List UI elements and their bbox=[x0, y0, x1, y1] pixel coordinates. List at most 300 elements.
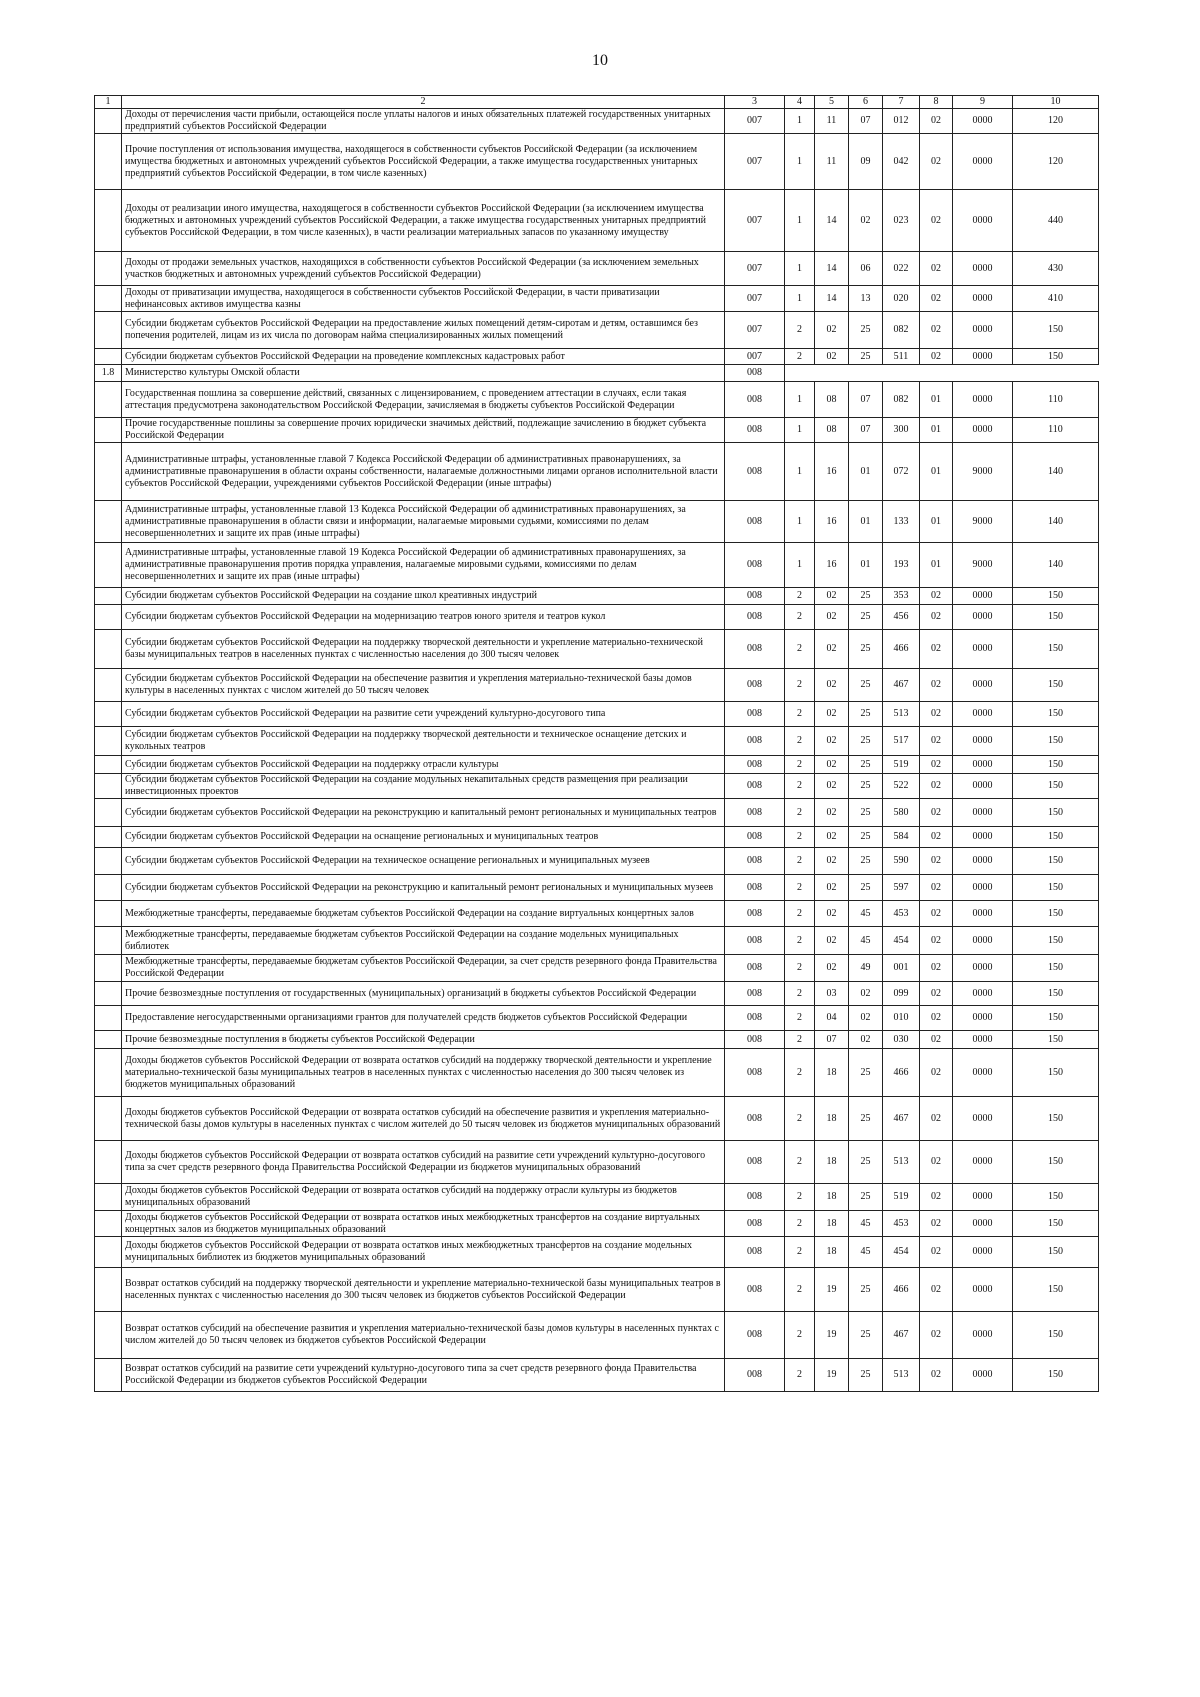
program-code-cell: 9000 bbox=[953, 443, 1013, 501]
row-number-cell bbox=[95, 1268, 122, 1312]
class-code-cell: 140 bbox=[1013, 501, 1099, 543]
table-row bbox=[95, 799, 1099, 827]
description-cell: Субсидии бюджетам субъектов Российской Федерации на модернизацию театров юного зрителя и театров кукол bbox=[122, 605, 725, 630]
subgroup-code-cell: 18 bbox=[815, 1097, 849, 1141]
program-code-cell: 0000 bbox=[953, 1359, 1013, 1392]
empty-cell bbox=[953, 365, 1013, 382]
row-number-cell bbox=[95, 1312, 122, 1359]
subgroup-code-cell: 08 bbox=[815, 382, 849, 418]
article-code-cell: 01 bbox=[849, 443, 883, 501]
element-code-cell: 02 bbox=[920, 1268, 953, 1312]
table-body bbox=[95, 109, 1099, 1392]
article-code-cell: 06 bbox=[849, 252, 883, 286]
table-row bbox=[95, 501, 1099, 543]
row-number-cell bbox=[95, 702, 122, 727]
column-header: 2 bbox=[122, 96, 725, 109]
admin-code-cell: 007 bbox=[725, 312, 785, 349]
article-code-cell: 25 bbox=[849, 702, 883, 727]
group-code-cell: 1 bbox=[785, 252, 815, 286]
admin-code-cell: 008 bbox=[725, 588, 785, 605]
group-code-cell: 2 bbox=[785, 827, 815, 848]
table-row bbox=[95, 382, 1099, 418]
element-code-cell: 02 bbox=[920, 605, 953, 630]
subarticle-code-cell: 466 bbox=[883, 1049, 920, 1097]
article-code-cell: 07 bbox=[849, 382, 883, 418]
element-code-cell: 02 bbox=[920, 1359, 953, 1392]
subarticle-code-cell: 042 bbox=[883, 134, 920, 190]
article-code-cell: 02 bbox=[849, 1006, 883, 1031]
column-header: 8 bbox=[920, 96, 953, 109]
row-number-cell bbox=[95, 286, 122, 312]
table-row bbox=[95, 901, 1099, 927]
subgroup-code-cell: 19 bbox=[815, 1268, 849, 1312]
program-code-cell: 0000 bbox=[953, 134, 1013, 190]
subarticle-code-cell: 467 bbox=[883, 1312, 920, 1359]
row-number-cell bbox=[95, 1049, 122, 1097]
subgroup-code-cell: 02 bbox=[815, 901, 849, 927]
row-number-cell bbox=[95, 1006, 122, 1031]
program-code-cell: 0000 bbox=[953, 630, 1013, 669]
element-code-cell: 02 bbox=[920, 1031, 953, 1049]
group-code-cell: 2 bbox=[785, 1049, 815, 1097]
class-code-cell: 150 bbox=[1013, 1268, 1099, 1312]
admin-code-cell: 008 bbox=[725, 669, 785, 702]
admin-code-cell: 008 bbox=[725, 927, 785, 955]
element-code-cell: 02 bbox=[920, 312, 953, 349]
subarticle-code-cell: 467 bbox=[883, 669, 920, 702]
program-code-cell: 0000 bbox=[953, 955, 1013, 982]
subgroup-code-cell: 04 bbox=[815, 1006, 849, 1031]
empty-cell bbox=[883, 365, 920, 382]
admin-code-cell: 008 bbox=[725, 799, 785, 827]
row-number-cell bbox=[95, 1211, 122, 1237]
group-code-cell: 2 bbox=[785, 702, 815, 727]
admin-code-cell: 008 bbox=[725, 702, 785, 727]
row-number-cell bbox=[95, 982, 122, 1006]
group-code-cell: 2 bbox=[785, 848, 815, 875]
table-row bbox=[95, 1184, 1099, 1211]
element-code-cell: 02 bbox=[920, 1237, 953, 1268]
subgroup-code-cell: 02 bbox=[815, 588, 849, 605]
description-cell: Межбюджетные трансферты, передаваемые бюджетам субъектов Российской Федерации на создание модельных муниципальных библиотек bbox=[122, 927, 725, 955]
program-code-cell: 0000 bbox=[953, 1031, 1013, 1049]
column-header: 3 bbox=[725, 96, 785, 109]
subarticle-code-cell: 133 bbox=[883, 501, 920, 543]
article-code-cell: 25 bbox=[849, 774, 883, 799]
program-code-cell: 0000 bbox=[953, 252, 1013, 286]
row-number-cell bbox=[95, 774, 122, 799]
class-code-cell: 150 bbox=[1013, 756, 1099, 774]
subgroup-code-cell: 02 bbox=[815, 312, 849, 349]
subarticle-code-cell: 584 bbox=[883, 827, 920, 848]
class-code-cell: 150 bbox=[1013, 875, 1099, 901]
group-code-cell: 2 bbox=[785, 1097, 815, 1141]
group-code-cell: 2 bbox=[785, 1141, 815, 1184]
row-number-cell bbox=[95, 727, 122, 756]
table-row bbox=[95, 1141, 1099, 1184]
class-code-cell: 150 bbox=[1013, 1359, 1099, 1392]
subarticle-code-cell: 012 bbox=[883, 109, 920, 134]
row-number-cell bbox=[95, 134, 122, 190]
class-code-cell: 150 bbox=[1013, 827, 1099, 848]
subgroup-code-cell: 02 bbox=[815, 799, 849, 827]
subarticle-code-cell: 300 bbox=[883, 418, 920, 443]
table-row bbox=[95, 418, 1099, 443]
subarticle-code-cell: 513 bbox=[883, 702, 920, 727]
group-code-cell: 2 bbox=[785, 349, 815, 365]
program-code-cell: 0000 bbox=[953, 1097, 1013, 1141]
class-code-cell: 150 bbox=[1013, 349, 1099, 365]
program-code-cell: 9000 bbox=[953, 501, 1013, 543]
subgroup-code-cell: 02 bbox=[815, 349, 849, 365]
table-row bbox=[95, 286, 1099, 312]
description-cell: Субсидии бюджетам субъектов Российской Федерации на реконструкцию и капитальный ремонт региональных и муниципальных музеев bbox=[122, 875, 725, 901]
program-code-cell: 0000 bbox=[953, 382, 1013, 418]
subarticle-code-cell: 456 bbox=[883, 605, 920, 630]
description-cell: Субсидии бюджетам субъектов Российской Федерации на создание школ креативных индустрий bbox=[122, 588, 725, 605]
description-cell: Прочие безвозмездные поступления в бюджеты субъектов Российской Федерации bbox=[122, 1031, 725, 1049]
description-cell: Субсидии бюджетам субъектов Российской Федерации на поддержку отрасли культуры bbox=[122, 756, 725, 774]
admin-code-cell: 008 bbox=[725, 1211, 785, 1237]
program-code-cell: 0000 bbox=[953, 1211, 1013, 1237]
program-code-cell: 0000 bbox=[953, 109, 1013, 134]
admin-code-cell: 008 bbox=[725, 1097, 785, 1141]
program-code-cell: 0000 bbox=[953, 848, 1013, 875]
class-code-cell: 150 bbox=[1013, 588, 1099, 605]
article-code-cell: 25 bbox=[849, 1049, 883, 1097]
admin-code-cell: 007 bbox=[725, 190, 785, 252]
row-number-cell bbox=[95, 848, 122, 875]
element-code-cell: 02 bbox=[920, 774, 953, 799]
element-code-cell: 02 bbox=[920, 252, 953, 286]
row-number-cell bbox=[95, 418, 122, 443]
element-code-cell: 01 bbox=[920, 543, 953, 588]
element-code-cell: 02 bbox=[920, 875, 953, 901]
table-row bbox=[95, 1268, 1099, 1312]
description-cell: Субсидии бюджетам субъектов Российской Федерации на проведение комплексных кадастровых работ bbox=[122, 349, 725, 365]
class-code-cell: 440 bbox=[1013, 190, 1099, 252]
description-cell: Доходы от перечисления части прибыли, остающейся после уплаты налогов и иных обязательных платежей государственных унитарных предприятий субъектов Российской Федерации bbox=[122, 109, 725, 134]
column-header: 10 bbox=[1013, 96, 1099, 109]
program-code-cell: 0000 bbox=[953, 927, 1013, 955]
program-code-cell: 0000 bbox=[953, 1006, 1013, 1031]
admin-code-cell: 008 bbox=[725, 630, 785, 669]
element-code-cell: 01 bbox=[920, 382, 953, 418]
row-number-cell bbox=[95, 252, 122, 286]
empty-cell bbox=[920, 365, 953, 382]
row-number-cell bbox=[95, 1237, 122, 1268]
row-number-cell bbox=[95, 501, 122, 543]
subarticle-code-cell: 030 bbox=[883, 1031, 920, 1049]
row-number-cell bbox=[95, 901, 122, 927]
subarticle-code-cell: 522 bbox=[883, 774, 920, 799]
element-code-cell: 02 bbox=[920, 1097, 953, 1141]
table-row bbox=[95, 848, 1099, 875]
group-code-cell: 1 bbox=[785, 418, 815, 443]
row-number-cell bbox=[95, 669, 122, 702]
table-row bbox=[95, 955, 1099, 982]
description-cell: Возврат остатков субсидий на поддержку творческой деятельности и укрепление материально-технической базы муниципальных театров в населенных пунктах с численностью населения до 300 тысяч человек из бюджетов субъектов Российской Федерации bbox=[122, 1268, 725, 1312]
table-row bbox=[95, 588, 1099, 605]
program-code-cell: 0000 bbox=[953, 982, 1013, 1006]
empty-cell bbox=[785, 365, 815, 382]
admin-code-cell: 008 bbox=[725, 1031, 785, 1049]
element-code-cell: 02 bbox=[920, 588, 953, 605]
group-code-cell: 1 bbox=[785, 543, 815, 588]
table-row bbox=[95, 1237, 1099, 1268]
subgroup-code-cell: 18 bbox=[815, 1141, 849, 1184]
subgroup-code-cell: 19 bbox=[815, 1312, 849, 1359]
column-header: 5 bbox=[815, 96, 849, 109]
article-code-cell: 25 bbox=[849, 630, 883, 669]
program-code-cell: 0000 bbox=[953, 727, 1013, 756]
admin-code-cell: 008 bbox=[725, 1237, 785, 1268]
table-row bbox=[95, 827, 1099, 848]
group-code-cell: 2 bbox=[785, 756, 815, 774]
subgroup-code-cell: 16 bbox=[815, 543, 849, 588]
row-number-cell bbox=[95, 1031, 122, 1049]
element-code-cell: 02 bbox=[920, 799, 953, 827]
subgroup-code-cell: 08 bbox=[815, 418, 849, 443]
table-row bbox=[95, 1006, 1099, 1031]
program-code-cell: 0000 bbox=[953, 901, 1013, 927]
class-code-cell: 150 bbox=[1013, 1006, 1099, 1031]
subgroup-code-cell: 07 bbox=[815, 1031, 849, 1049]
subarticle-code-cell: 519 bbox=[883, 756, 920, 774]
subarticle-code-cell: 590 bbox=[883, 848, 920, 875]
subarticle-code-cell: 454 bbox=[883, 927, 920, 955]
subarticle-code-cell: 517 bbox=[883, 727, 920, 756]
subgroup-code-cell: 02 bbox=[815, 669, 849, 702]
article-code-cell: 25 bbox=[849, 349, 883, 365]
group-code-cell: 1 bbox=[785, 190, 815, 252]
subgroup-code-cell: 16 bbox=[815, 501, 849, 543]
description-cell: Прочие поступления от использования имущества, находящегося в собственности субъектов Российской Федерации (за исключением имущества бюджетных и автономных учреждений субъектов Российской Федерации, а также имущества государственных унитарных предприятий субъектов Российской Федерации, в том числе казенных) bbox=[122, 134, 725, 190]
table-row bbox=[95, 1359, 1099, 1392]
group-code-cell: 2 bbox=[785, 982, 815, 1006]
class-code-cell: 140 bbox=[1013, 543, 1099, 588]
subarticle-code-cell: 580 bbox=[883, 799, 920, 827]
subarticle-code-cell: 513 bbox=[883, 1359, 920, 1392]
article-code-cell: 45 bbox=[849, 927, 883, 955]
program-code-cell: 0000 bbox=[953, 588, 1013, 605]
program-code-cell: 0000 bbox=[953, 774, 1013, 799]
program-code-cell: 0000 bbox=[953, 312, 1013, 349]
element-code-cell: 02 bbox=[920, 901, 953, 927]
subgroup-code-cell: 11 bbox=[815, 109, 849, 134]
subgroup-code-cell: 02 bbox=[815, 955, 849, 982]
element-code-cell: 02 bbox=[920, 190, 953, 252]
element-code-cell: 02 bbox=[920, 109, 953, 134]
table-row bbox=[95, 605, 1099, 630]
subarticle-code-cell: 010 bbox=[883, 1006, 920, 1031]
description-cell: Межбюджетные трансферты, передаваемые бюджетам субъектов Российской Федерации, за счет средств резервного фонда Правительства Российской Федерации bbox=[122, 955, 725, 982]
description-cell: Субсидии бюджетам субъектов Российской Федерации на поддержку творческой деятельности и техническое оснащение детских и кукольных театров bbox=[122, 727, 725, 756]
table-row bbox=[95, 443, 1099, 501]
subarticle-code-cell: 020 bbox=[883, 286, 920, 312]
admin-code-cell: 008 bbox=[725, 774, 785, 799]
subgroup-code-cell: 18 bbox=[815, 1211, 849, 1237]
article-code-cell: 25 bbox=[849, 588, 883, 605]
section-row bbox=[95, 365, 1099, 382]
class-code-cell: 150 bbox=[1013, 630, 1099, 669]
admin-code-cell: 007 bbox=[725, 349, 785, 365]
class-code-cell: 110 bbox=[1013, 382, 1099, 418]
article-code-cell: 02 bbox=[849, 1031, 883, 1049]
admin-code-cell: 007 bbox=[725, 252, 785, 286]
group-code-cell: 2 bbox=[785, 588, 815, 605]
program-code-cell: 0000 bbox=[953, 799, 1013, 827]
row-number-cell bbox=[95, 588, 122, 605]
row-number-cell bbox=[95, 382, 122, 418]
element-code-cell: 02 bbox=[920, 756, 953, 774]
subgroup-code-cell: 14 bbox=[815, 190, 849, 252]
element-code-cell: 02 bbox=[920, 630, 953, 669]
article-code-cell: 25 bbox=[849, 1268, 883, 1312]
admin-code-cell: 008 bbox=[725, 543, 785, 588]
class-code-cell: 430 bbox=[1013, 252, 1099, 286]
group-code-cell: 1 bbox=[785, 109, 815, 134]
column-header: 6 bbox=[849, 96, 883, 109]
class-code-cell: 150 bbox=[1013, 1141, 1099, 1184]
group-code-cell: 2 bbox=[785, 1184, 815, 1211]
description-cell: Доходы от продажи земельных участков, находящихся в собственности субъектов Российской Федерации (за исключением земельных участков бюджетных и автономных учреждений субъектов Российской Федерации) bbox=[122, 252, 725, 286]
admin-code-cell: 008 bbox=[725, 982, 785, 1006]
row-number-cell bbox=[95, 1141, 122, 1184]
program-code-cell: 0000 bbox=[953, 349, 1013, 365]
table-row bbox=[95, 927, 1099, 955]
group-code-cell: 1 bbox=[785, 382, 815, 418]
subgroup-code-cell: 03 bbox=[815, 982, 849, 1006]
row-number-cell bbox=[95, 827, 122, 848]
program-code-cell: 0000 bbox=[953, 286, 1013, 312]
admin-code-cell: 008 bbox=[725, 1312, 785, 1359]
description-cell: Субсидии бюджетам субъектов Российской Федерации на обеспечение развития и укрепления материально-технической базы домов культуры в населенных пунктах с числом жителей до 50 тысяч человек bbox=[122, 669, 725, 702]
subarticle-code-cell: 519 bbox=[883, 1184, 920, 1211]
subarticle-code-cell: 466 bbox=[883, 1268, 920, 1312]
class-code-cell: 150 bbox=[1013, 901, 1099, 927]
class-code-cell: 410 bbox=[1013, 286, 1099, 312]
row-number-cell bbox=[95, 349, 122, 365]
column-header: 1 bbox=[95, 96, 122, 109]
table-row bbox=[95, 109, 1099, 134]
article-code-cell: 45 bbox=[849, 901, 883, 927]
program-code-cell: 0000 bbox=[953, 1237, 1013, 1268]
article-code-cell: 02 bbox=[849, 982, 883, 1006]
row-number-cell bbox=[95, 543, 122, 588]
class-code-cell: 150 bbox=[1013, 702, 1099, 727]
article-code-cell: 25 bbox=[849, 848, 883, 875]
element-code-cell: 02 bbox=[920, 669, 953, 702]
table-row bbox=[95, 312, 1099, 349]
class-code-cell: 150 bbox=[1013, 1312, 1099, 1359]
subarticle-code-cell: 022 bbox=[883, 252, 920, 286]
table-row bbox=[95, 982, 1099, 1006]
admin-code-cell: 008 bbox=[725, 1184, 785, 1211]
program-code-cell: 0000 bbox=[953, 1268, 1013, 1312]
class-code-cell: 150 bbox=[1013, 1049, 1099, 1097]
class-code-cell: 150 bbox=[1013, 927, 1099, 955]
table-row bbox=[95, 875, 1099, 901]
class-code-cell: 110 bbox=[1013, 418, 1099, 443]
subarticle-code-cell: 072 bbox=[883, 443, 920, 501]
table-row bbox=[95, 1312, 1099, 1359]
admin-code-cell: 008 bbox=[725, 443, 785, 501]
row-number-cell bbox=[95, 756, 122, 774]
program-code-cell: 0000 bbox=[953, 418, 1013, 443]
subarticle-code-cell: 511 bbox=[883, 349, 920, 365]
class-code-cell: 120 bbox=[1013, 109, 1099, 134]
subgroup-code-cell: 02 bbox=[815, 756, 849, 774]
table-row bbox=[95, 134, 1099, 190]
description-cell: Административные штрафы, установленные главой 7 Кодекса Российской Федерации об административных правонарушениях, за административные правонарушения в области охраны собственности, налагаемые должностными лицами органов исполнительной власти субъектов Российской Федерации, учреждениями субъектов Российской Федерации (иные штрафы) bbox=[122, 443, 725, 501]
description-cell: Прочие безвозмездные поступления от государственных (муниципальных) организаций в бюджеты субъектов Российской Федерации bbox=[122, 982, 725, 1006]
group-code-cell: 2 bbox=[785, 1006, 815, 1031]
row-number-cell: 1.8 bbox=[95, 365, 122, 382]
row-number-cell bbox=[95, 443, 122, 501]
subgroup-code-cell: 18 bbox=[815, 1237, 849, 1268]
column-header: 4 bbox=[785, 96, 815, 109]
table-row bbox=[95, 349, 1099, 365]
row-number-cell bbox=[95, 927, 122, 955]
description-cell: Субсидии бюджетам субъектов Российской Федерации на развитие сети учреждений культурно-досугового типа bbox=[122, 702, 725, 727]
program-code-cell: 0000 bbox=[953, 702, 1013, 727]
article-code-cell: 25 bbox=[849, 756, 883, 774]
description-cell: Возврат остатков субсидий на обеспечение развития и укрепления материально-технической базы домов культуры в населенных пунктах с числом жителей до 50 тысяч человек из бюджетов субъектов Российской Федерации bbox=[122, 1312, 725, 1359]
group-code-cell: 2 bbox=[785, 1312, 815, 1359]
subgroup-code-cell: 02 bbox=[815, 875, 849, 901]
subarticle-code-cell: 453 bbox=[883, 1211, 920, 1237]
program-code-cell: 0000 bbox=[953, 1049, 1013, 1097]
table-row bbox=[95, 727, 1099, 756]
class-code-cell: 150 bbox=[1013, 955, 1099, 982]
subarticle-code-cell: 466 bbox=[883, 630, 920, 669]
row-number-cell bbox=[95, 605, 122, 630]
group-code-cell: 2 bbox=[785, 927, 815, 955]
subgroup-code-cell: 14 bbox=[815, 286, 849, 312]
subarticle-code-cell: 513 bbox=[883, 1141, 920, 1184]
element-code-cell: 01 bbox=[920, 443, 953, 501]
row-number-cell bbox=[95, 312, 122, 349]
article-code-cell: 25 bbox=[849, 312, 883, 349]
table-row bbox=[95, 774, 1099, 799]
table-row bbox=[95, 252, 1099, 286]
article-code-cell: 07 bbox=[849, 109, 883, 134]
program-code-cell: 0000 bbox=[953, 605, 1013, 630]
group-code-cell: 2 bbox=[785, 955, 815, 982]
subarticle-code-cell: 193 bbox=[883, 543, 920, 588]
admin-code-cell: 008 bbox=[725, 901, 785, 927]
group-code-cell: 2 bbox=[785, 774, 815, 799]
row-number-cell bbox=[95, 1359, 122, 1392]
description-cell: Предоставление негосударственными организациями грантов для получателей средств бюджетов субъектов Российской Федерации bbox=[122, 1006, 725, 1031]
row-number-cell bbox=[95, 799, 122, 827]
description-cell: Административные штрафы, установленные главой 13 Кодекса Российской Федерации об административных правонарушениях, за административные правонарушения в области связи и информации, налагаемые мировыми судьями, комиссиями по делам несовершеннолетних и защите их прав (иные штрафы) bbox=[122, 501, 725, 543]
table-row bbox=[95, 1097, 1099, 1141]
element-code-cell: 01 bbox=[920, 418, 953, 443]
admin-code-cell: 007 bbox=[725, 286, 785, 312]
program-code-cell: 0000 bbox=[953, 827, 1013, 848]
element-code-cell: 02 bbox=[920, 1141, 953, 1184]
row-number-cell bbox=[95, 875, 122, 901]
subgroup-code-cell: 02 bbox=[815, 927, 849, 955]
element-code-cell: 01 bbox=[920, 501, 953, 543]
column-header: 7 bbox=[883, 96, 920, 109]
description-cell: Доходы от приватизации имущества, находящегося в собственности субъектов Российской Федерации, в части приватизации нефинансовых активов имущества казны bbox=[122, 286, 725, 312]
row-number-cell bbox=[95, 1097, 122, 1141]
subgroup-code-cell: 02 bbox=[815, 630, 849, 669]
program-code-cell: 0000 bbox=[953, 1184, 1013, 1211]
